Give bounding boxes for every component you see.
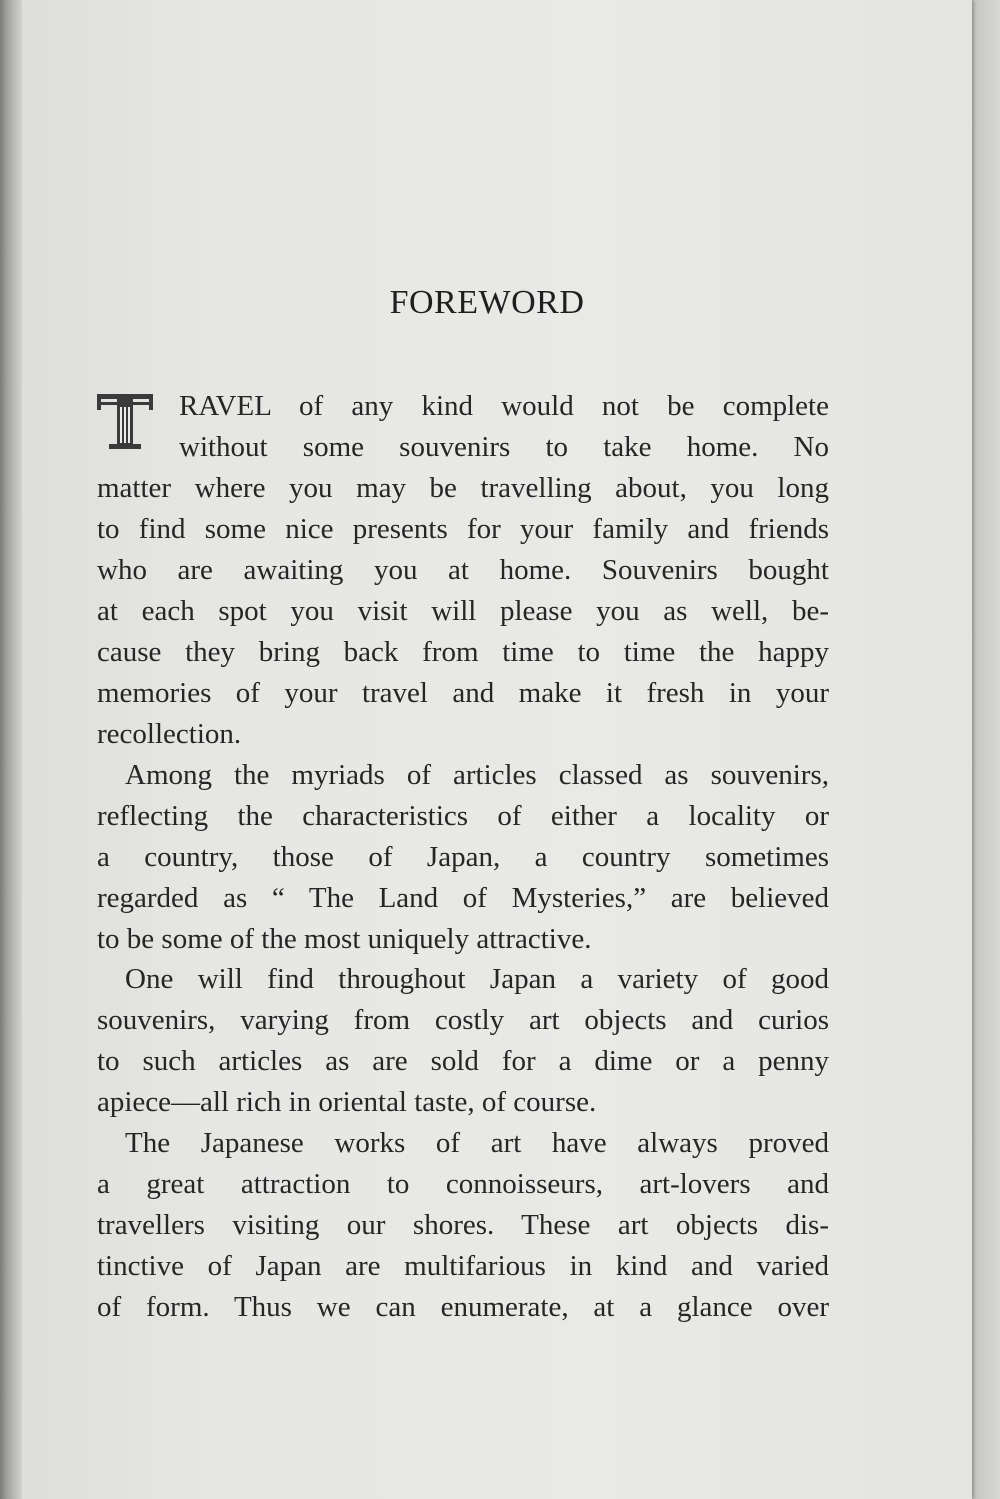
text-line: at each spot you visit will please you as well, be- — [97, 595, 829, 627]
drop-cap-t — [97, 392, 153, 452]
text-line: recollection. — [97, 718, 242, 750]
text-line: apiece—all rich in oriental taste, of course. — [97, 1086, 597, 1118]
page-stack-edge — [972, 0, 1000, 1499]
text-line: reflecting the characteristics of either a locality or — [97, 800, 829, 832]
text-line: souvenirs, varying from costly art objects and curios — [97, 1004, 829, 1036]
text-line: memories of your travel and make it fresh in your — [97, 677, 829, 709]
text-line: who are awaiting you at home. Souvenirs bought — [97, 554, 829, 586]
book-gutter — [0, 0, 24, 1499]
text-line: RAVEL of any kind would not be complete — [179, 390, 829, 422]
text-line: matter where you may be travelling about, you long — [97, 472, 829, 504]
text-line: regarded as “ The Land of Mysteries,” are believed — [97, 882, 829, 914]
text-line: The Japanese works of art have always proved — [125, 1127, 829, 1159]
text-line: to such articles as are sold for a dime or a penny — [97, 1045, 829, 1077]
text-line: a country, those of Japan, a country sometimes — [97, 841, 829, 873]
text-line: of form. Thus we can enumerate, at a glance over — [97, 1291, 829, 1323]
text-line: tinctive of Japan are multifarious in kind and varied — [97, 1250, 829, 1282]
text-line: Among the myriads of articles classed as souvenirs, — [125, 759, 829, 791]
text-line: without some souvenirs to take home. No — [179, 431, 829, 463]
text-line: a great attraction to connoisseurs, art-lovers and — [97, 1168, 829, 1200]
text-line: travellers visiting our shores. These art objects dis- — [97, 1209, 829, 1241]
text-line: cause they bring back from time to time the happy — [97, 636, 829, 668]
text-line: to find some nice presents for your family and friends — [97, 513, 829, 545]
text-line: to be some of the most uniquely attractive. — [97, 923, 592, 955]
text-line: One will find throughout Japan a variety of good — [125, 963, 829, 995]
page-title: FOREWORD — [389, 284, 585, 321]
